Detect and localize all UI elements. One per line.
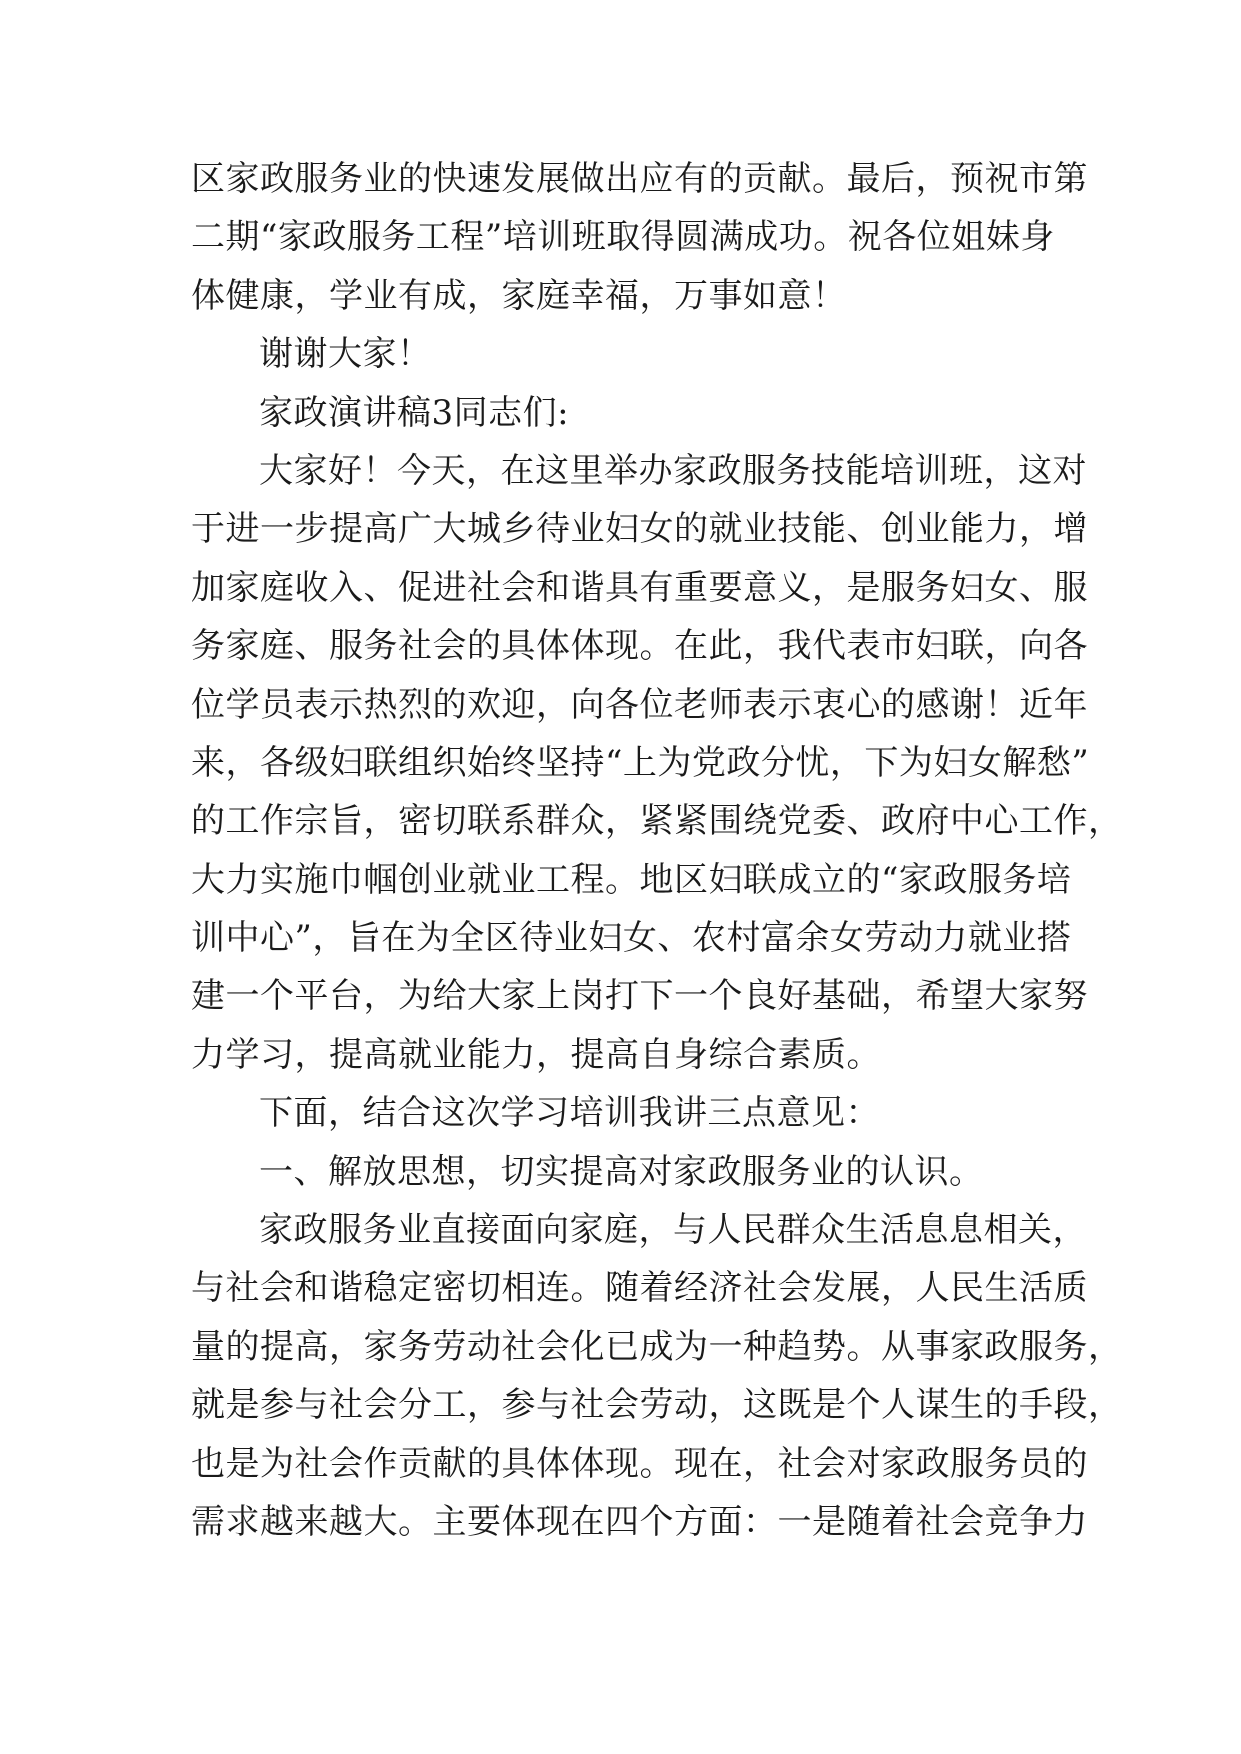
text-line: 加家庭收入、促进社会和谐具有重要意义，是服务妇女、服: [191, 567, 1088, 608]
text-line: 下面，结合这次学习培训我讲三点意见：: [259, 1093, 880, 1134]
text-line: 力学习，提高就业能力，提高自身综合素质。: [191, 1034, 881, 1075]
text-line: 训中心”，旨在为全区待业妇女、农村富余女劳动力就业搭: [191, 918, 1072, 959]
text-line: 也是为社会作贡献的具体体现。现在，社会对家政服务员的: [191, 1443, 1088, 1484]
text-line: 区家政服务业的快速发展做出应有的贡献。最后，预祝市第: [191, 159, 1088, 199]
text-line: 谢谢大家！: [259, 334, 432, 375]
text-line: 大力实施巾帼创业就业工程。地区妇联成立的“家政服务培: [191, 859, 1072, 900]
text-line: 就是参与社会分工，参与社会劳动，这既是个人谋生的手段，: [191, 1385, 1123, 1426]
text-line: 的工作宗旨，密切联系群众，紧紧围绕党委、政府中心工作，: [191, 801, 1123, 842]
text-line: 来，各级妇联组织始终坚持“上为党政分忧，下为妇女解愁”: [191, 742, 1090, 783]
document-page: [191, 150, 1123, 1551]
text-line: 一、解放思想，切实提高对家政服务业的认识。: [259, 1151, 984, 1192]
text-line: 大家好！今天，在这里举办家政服务技能培训班，这对: [259, 450, 1087, 491]
text-line: 二期“家政服务工程”培训班取得圆满成功。祝各位姐妹身: [191, 217, 1055, 258]
text-line: 需求越来越大。主要体现在四个方面：一是随着社会竞争力: [191, 1501, 1088, 1542]
text-line: 务家庭、服务社会的具体体现。在此，我代表市妇联，向各: [191, 626, 1088, 667]
text-line: 建一个平台，为给大家上岗打下一个良好基础，希望大家努: [191, 976, 1088, 1017]
text-line: 体健康，学业有成，家庭幸福，万事如意！: [191, 275, 847, 316]
text-line: 家政服务业直接面向家庭，与人民群众生活息息相关，: [259, 1210, 1087, 1251]
text-line: 于进一步提高广大城乡待业妇女的就业技能、创业能力，增: [191, 509, 1088, 550]
text-line: 位学员表示热烈的欢迎，向各位老师表示衷心的感谢！近年: [191, 684, 1088, 725]
text-line: 与社会和谐稳定密切相连。随着经济社会发展，人民生活质: [191, 1268, 1088, 1309]
text-line: 量的提高，家务劳动社会化已成为一种趋势。从事家政服务，: [191, 1326, 1123, 1367]
text-line: 家政演讲稿3同志们:: [259, 392, 570, 433]
